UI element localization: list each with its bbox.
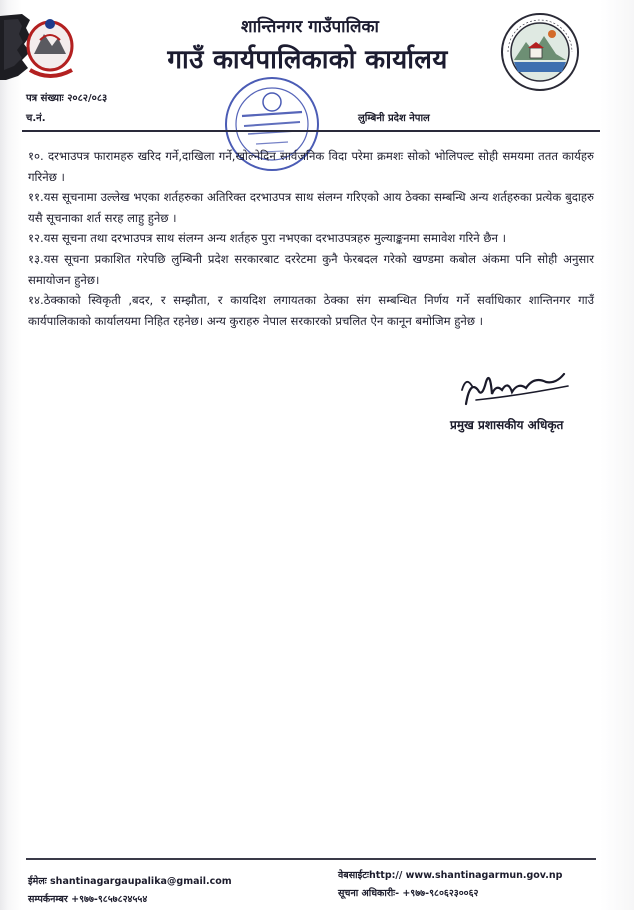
footer-phone (28, 892, 147, 905)
header-divider (22, 130, 600, 132)
clause-13: १३.यस सूचना प्रकाशित गरेपछि लुम्बिनी प्रदेश सरकारबाट दररेटमा कुनै फेरबदल गरेको खण्डमा कबोल अंकमा पनि सोही अनुसार समायोजन हुनेछ। (28, 251, 594, 287)
municipality-name: शान्तिनगर गाउँपालिका (241, 17, 379, 37)
info-officer-label: सूचना अधिकारीः- (338, 888, 400, 899)
footer-divider (26, 858, 596, 860)
signatory-title: प्रमुख प्रशासकीय अधिकृत (450, 418, 564, 432)
reference-number (26, 90, 107, 104)
info-officer-phone: +९७७-९८०६२३००६२ (402, 888, 479, 899)
footer-email (28, 874, 232, 887)
reference-value: २०८२/०८३ (67, 93, 108, 104)
dispatch-number-label: च.नं. (26, 113, 46, 124)
municipality-logo-icon (500, 12, 580, 92)
nepal-emblem-icon (0, 10, 82, 88)
footer-website (338, 868, 562, 881)
footer-info-officer (338, 886, 478, 899)
email-label: ईमेलः (28, 876, 47, 887)
email-address: shantinagargaupalika@gmail.com (50, 876, 232, 887)
clause-10: १०. दरभाउपत्र फारामहरु खरिद गर्ने,दाखिला गर्ने,खोल्नेदिन सार्वजनिक विदा परेमा क्रमशः सोको भोलिपल्ट सोही समयमा ततत कार्यहरु गरिनेछ । (28, 149, 594, 184)
province-name: लुम्बिनी प्रदेश नेपाल (358, 113, 430, 124)
website-label: वेबसाईटः (338, 870, 369, 881)
phone-label: सम्पर्कनम्बर (28, 894, 68, 905)
office-title: गाउँ कार्यपालिकाको कार्यालय (167, 45, 448, 75)
website-url: http:// www.shantinagarmun.gov.np (368, 870, 563, 881)
signature-icon (456, 360, 576, 416)
reference-label: पत्र संख्याः (26, 93, 64, 104)
clause-14: १४.ठेक्काको स्विकृती ,बदर, र सम्झौता, र कायदिश लगायतका ठेक्का संग सम्बन्धित निर्णय गर्ने सर्वाधिकार शान्तिनगर गाउँ कार्यपालिकाको कार्यालयमा निहित रहनेछ। अन्य कुराहरु नेपाल सरकारको प्रचलित ऐन कानून बमोजिम हुनेछ । (28, 293, 594, 328)
phone-number: +९७७-९८५७८२४५५४ (71, 894, 148, 905)
clause-12: १२.यस सूचना तथा दरभाउपत्र साथ संलग्न अन्य शर्तहरु पुरा नभएका दरभाउपत्रहरु मुल्याङ्कनमा समावेश गरिने छैन । (28, 231, 506, 246)
notice-body (28, 146, 594, 331)
clause-11: ११.यस सूचनामा उल्लेख भएका शर्तहरुका अतिरिक्त दरभाउपत्र साथ संलग्न गरिएको आय ठेक्का सम्बन्धि अन्य शर्तहरुका प्रत्येक बुदाहरु यसै सूचनाका शर्त सरह लाहु हुनेछ । (28, 190, 594, 225)
